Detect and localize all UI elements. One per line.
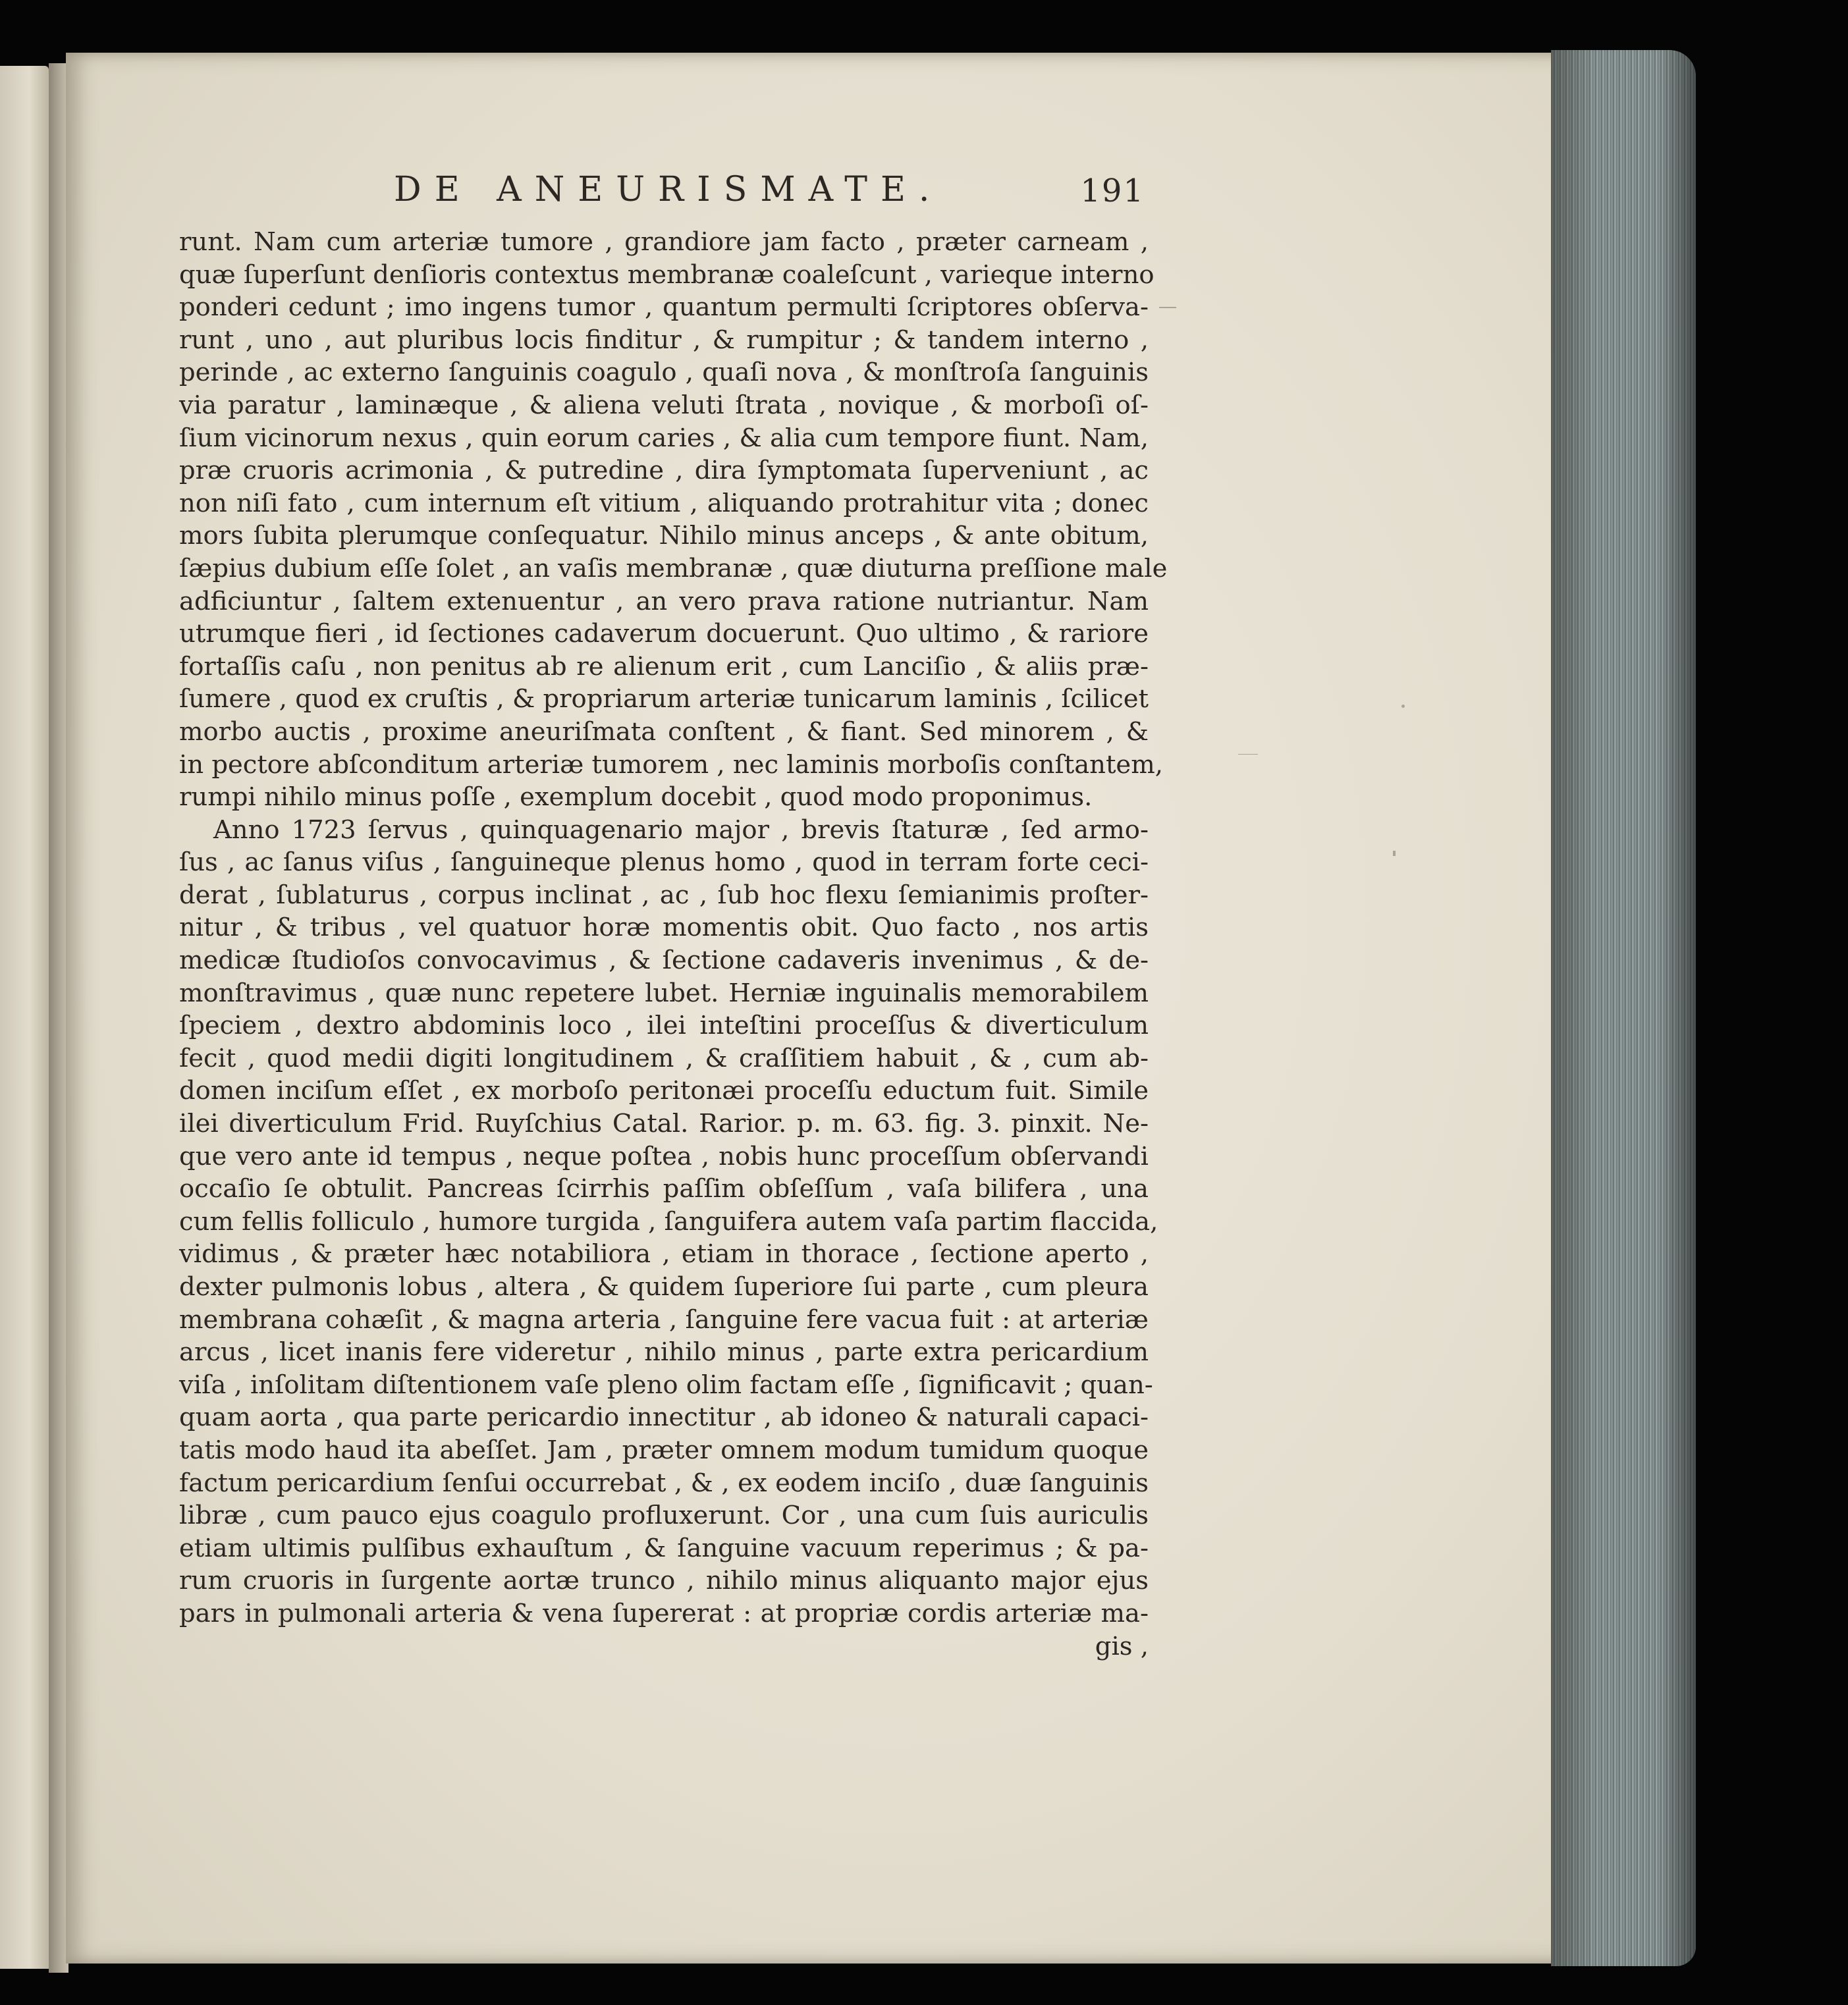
- text-line: ſæpius dubium eſſe ſolet , an vaſis membranæ , quæ diuturna preſſione male: [179, 553, 1168, 583]
- text-line: domen inciſum eſſet , ex morboſo peritonæi proceſſu eductum fuit. Simile: [179, 1076, 1149, 1106]
- text-line: ſpeciem , dextro abdominis loco , ilei inteſtini proceſſus & diverticulum: [179, 1011, 1149, 1041]
- text-line: mors ſubita plerumque conſequatur. Nihilo minus anceps , & ante obitum,: [179, 521, 1149, 551]
- catchword: gis ,: [1095, 1631, 1149, 1661]
- text-line: utrumque fieri , id ſectiones cadaverum docuerunt. Quo ultimo , & rariore: [179, 619, 1149, 649]
- running-title: DE ANEURISMATE.: [394, 170, 943, 209]
- paragraph-start-line: Anno 1723 ſervus , quinquagenario major , brevis ſtaturæ , ſed armo-: [213, 815, 1149, 845]
- text-line: tatis modo haud ita abeſſet. Jam , præter omnem modum tumidum quoque: [179, 1435, 1149, 1465]
- text-line: dexter pulmonis lobus , altera , & quidem ſuperiore ſui parte , cum pleura: [179, 1272, 1149, 1302]
- text-line: morbo auctis , proxime aneuriſmata conſtent , & fiant. Sed minorem , &: [179, 716, 1149, 747]
- text-line: que vero ante id tempus , neque poſtea , nobis hunc proceſſum obſervandi: [179, 1141, 1149, 1171]
- text-line: occaſio ſe obtulit. Pancreas ſcirrhis paſſim obſeſſum , vaſa bilifera , una: [179, 1174, 1149, 1204]
- text-line: medicæ ſtudioſos convocavimus , & ſectione cadaveris invenimus , & de-: [179, 946, 1149, 976]
- text-line: via paratur , laminæque , & aliena veluti ſtrata , novique , & morboſi oſ-: [179, 390, 1149, 420]
- text-line: runt , uno , aut pluribus locis finditur , & rumpitur ; & tandem interno ,: [179, 325, 1149, 355]
- text-line: arcus , licet inanis fere videretur , nihilo minus , parte extra pericardium: [179, 1337, 1149, 1368]
- text-line: ſium vicinorum nexus , quin eorum caries , & alia cum tempore fiunt. Nam,: [179, 423, 1149, 453]
- text-line: ſumere , quod ex cruſtis , & propriarum arteriæ tunicarum laminis , ſcilicet: [179, 684, 1149, 714]
- text-line: factum pericardium ſenſui occurrebat , & , ex eodem inciſo , duæ ſanguinis: [179, 1468, 1149, 1498]
- text-line: fecit , quod medii digiti longitudinem , & craſſitiem habuit , & , cum ab-: [179, 1043, 1149, 1073]
- text-line: cum fellis folliculo , humore turgida , ſanguifera autem vaſa partim flaccida,: [179, 1206, 1158, 1237]
- text-line: viſa , inſolitam diſtentionem vaſe pleno olim factam eſſe , ſignificavit ; quan-: [179, 1370, 1153, 1400]
- text-line: etiam ultimis pulſibus exhauſtum , & ſanguine vacuum reperimus ; & pa-: [179, 1533, 1149, 1563]
- body-text: [179, 226, 1168, 1663]
- text-line: ſus , ac ſanus viſus , ſanguineque plenus homo , quod in terram forte ceci-: [179, 847, 1149, 878]
- text-line: derat , ſublaturus , corpus inclinat , ac , ſub hoc flexu ſemianimis proſter-: [179, 880, 1149, 910]
- fore-edge-shadow: [1551, 50, 1696, 1966]
- text-line: pars in pulmonali arteria & vena ſupererat : at propriæ cordis arteriæ ma-: [179, 1598, 1149, 1628]
- text-line: membrana cohæſit , & magna arteria , ſanguine fere vacua fuit : at arteriæ: [179, 1304, 1149, 1335]
- text-line: quæ ſuperſunt denſioris contextus membranæ coaleſcunt , varieque interno: [179, 259, 1155, 290]
- text-line: runt. Nam cum arteriæ tumore , grandiore jam facto , præter carneam ,: [179, 227, 1149, 257]
- text-line: quam aorta , qua parte pericardio innectitur , ab idoneo & naturali capaci-: [179, 1403, 1149, 1433]
- text-line: præ cruoris acrimonia , & putredine , dira ſymptomata ſuperveniunt , ac: [179, 456, 1149, 486]
- paper-speck: [1159, 307, 1176, 308]
- text-line: fortaſſis caſu , non penitus ab re alienum erit , cum Lanciſio , & aliis præ-: [179, 651, 1149, 682]
- left-page-edge: [0, 66, 49, 1969]
- text-line: ponderi cedunt ; imo ingens tumor , quantum permulti ſcriptores obſerva-: [179, 292, 1149, 323]
- text-line: vidimus , & præter hæc notabiliora , etiam in thorace , ſectione aperto ,: [179, 1239, 1149, 1270]
- paper-speck: [1401, 705, 1405, 708]
- page-number: 191: [1080, 173, 1145, 209]
- text-line: rum cruoris in ſurgente aortæ trunco , nihilo minus aliquanto major ejus: [179, 1566, 1149, 1596]
- text-line: monſtravimus , quæ nunc repetere lubet. Herniæ inguinalis memorabilem: [179, 978, 1149, 1008]
- text-line: libræ , cum pauco ejus coagulo profluxerunt. Cor , una cum ſuis auriculis: [179, 1501, 1149, 1531]
- text-line: in pectore abſconditum arteriæ tumorem , nec laminis morboſis conſtantem,: [179, 749, 1163, 780]
- paper-speck: [1238, 754, 1258, 755]
- page-header: [394, 170, 1145, 216]
- text-line: rumpi nihilo minus poſſe , exemplum docebit , quod modo proponimus.: [179, 782, 1093, 813]
- text-line: perinde , ac externo ſanguinis coagulo , quaſi nova , & monſtroſa ſanguinis: [179, 358, 1149, 388]
- text-line: non niſi fato , cum internum eſt vitium , aliquando protrahitur vita ; donec: [179, 488, 1149, 518]
- text-line: nitur , & tribus , vel quatuor horæ momentis obit. Quo facto , nos artis: [179, 913, 1149, 943]
- paper-speck: [1393, 851, 1396, 856]
- text-line: ilei diverticulum Frid. Ruyſchius Catal. Rarior. p. m. 63. fig. 3. pinxit. Ne-: [179, 1109, 1149, 1139]
- text-line: adficiuntur , ſaltem extenuentur , an vero prava ratione nutriantur. Nam: [179, 586, 1149, 616]
